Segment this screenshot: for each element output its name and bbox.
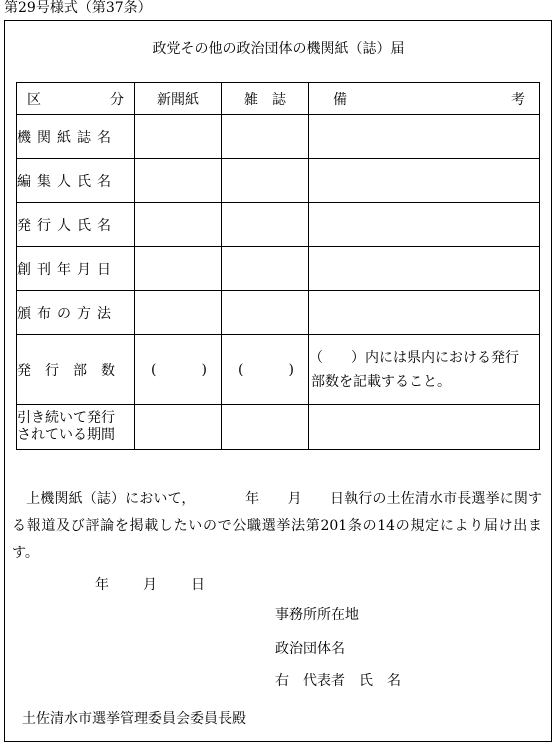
date-day: 日 <box>191 577 205 593</box>
table-row <box>17 159 540 203</box>
cell-zasshi[interactable] <box>222 291 309 335</box>
cell-shinbun[interactable] <box>135 247 222 291</box>
cell-biko[interactable] <box>309 247 540 291</box>
paren-open: ( <box>151 361 157 378</box>
header-kubun-char2: 分 <box>110 91 124 108</box>
cell-zasshi[interactable] <box>222 203 309 247</box>
header-biko <box>309 83 540 115</box>
cell-zasshi[interactable] <box>222 159 309 203</box>
cell-zasshi[interactable] <box>222 247 309 291</box>
table-row <box>17 291 540 335</box>
header-kubun-char1: 区 <box>27 91 41 108</box>
paren-close: ) <box>288 361 294 378</box>
header-kubun <box>17 83 135 115</box>
header-biko-char1: 備 <box>333 91 347 108</box>
period-label-line2: されている期間 <box>17 427 115 443</box>
header-biko-char2: 考 <box>511 91 525 108</box>
registration-table <box>16 82 540 450</box>
cell-shinbun[interactable] <box>135 291 222 335</box>
row-label-henshu: 編集人氏名 <box>17 159 135 203</box>
paren-close: ) <box>201 361 207 378</box>
date-line <box>95 574 205 594</box>
org-name-label: 政治団体名 <box>275 641 345 657</box>
cell-shinbun[interactable] <box>135 115 222 159</box>
table-row-period <box>17 405 540 450</box>
row-label-kikanshi: 機関紙誌名 <box>17 115 135 159</box>
cell-zasshi[interactable] <box>222 405 309 450</box>
table-row <box>17 247 540 291</box>
table-row <box>17 203 540 247</box>
period-label-line1: 引き続いて発行 <box>17 410 115 426</box>
cell-biko[interactable] <box>309 115 540 159</box>
date-year: 年 <box>95 577 109 593</box>
form-title: 政党その他の政治団体の機関紙（誌）届 <box>152 41 405 57</box>
addressee: 土佐清水市選挙管理委員会委員長殿 <box>22 711 246 727</box>
cell-biko[interactable] <box>309 405 540 450</box>
declaration-text: 上機関紙（誌）において， 年 月 日執行の土佐清水市長選挙に関する報道及び評論を掲載したいので公職選挙法第201条の14の規定により届け出ます。 <box>12 491 542 561</box>
busu-note <box>309 335 540 405</box>
cell-shinbun[interactable] <box>135 405 222 450</box>
busu-note-line2: 部数を記載すること。 <box>311 373 451 390</box>
row-label-busu: 発行部数 <box>17 335 135 405</box>
header-shinbun: 新聞紙 <box>135 83 222 115</box>
cell-biko[interactable] <box>309 291 540 335</box>
cell-shinbun[interactable] <box>135 159 222 203</box>
office-address-label: 事務所所在地 <box>275 607 359 623</box>
row-label-period <box>17 405 135 450</box>
header-zasshi: 雑 誌 <box>222 83 309 115</box>
cell-zasshi[interactable] <box>222 115 309 159</box>
row-label-hanpu: 頒布の方法 <box>17 291 135 335</box>
row-label-hakko: 発行人氏名 <box>17 203 135 247</box>
cell-biko[interactable] <box>309 159 540 203</box>
representative-label: 右 代表者 氏 名 <box>275 673 401 689</box>
row-label-sokan: 創刊年月日 <box>17 247 135 291</box>
form-number-label: 第29号様式（第37条） <box>4 0 152 16</box>
table-row <box>17 115 540 159</box>
busu-note-line1: （ ）内には県内における発行 <box>309 349 519 366</box>
cell-zasshi-busu[interactable] <box>222 335 309 405</box>
cell-shinbun-busu[interactable] <box>135 335 222 405</box>
date-month: 月 <box>143 577 157 593</box>
paren-open: ( <box>238 361 244 378</box>
table-header-row <box>17 83 540 115</box>
table-row-busu <box>17 335 540 405</box>
cell-biko[interactable] <box>309 203 540 247</box>
cell-shinbun[interactable] <box>135 203 222 247</box>
